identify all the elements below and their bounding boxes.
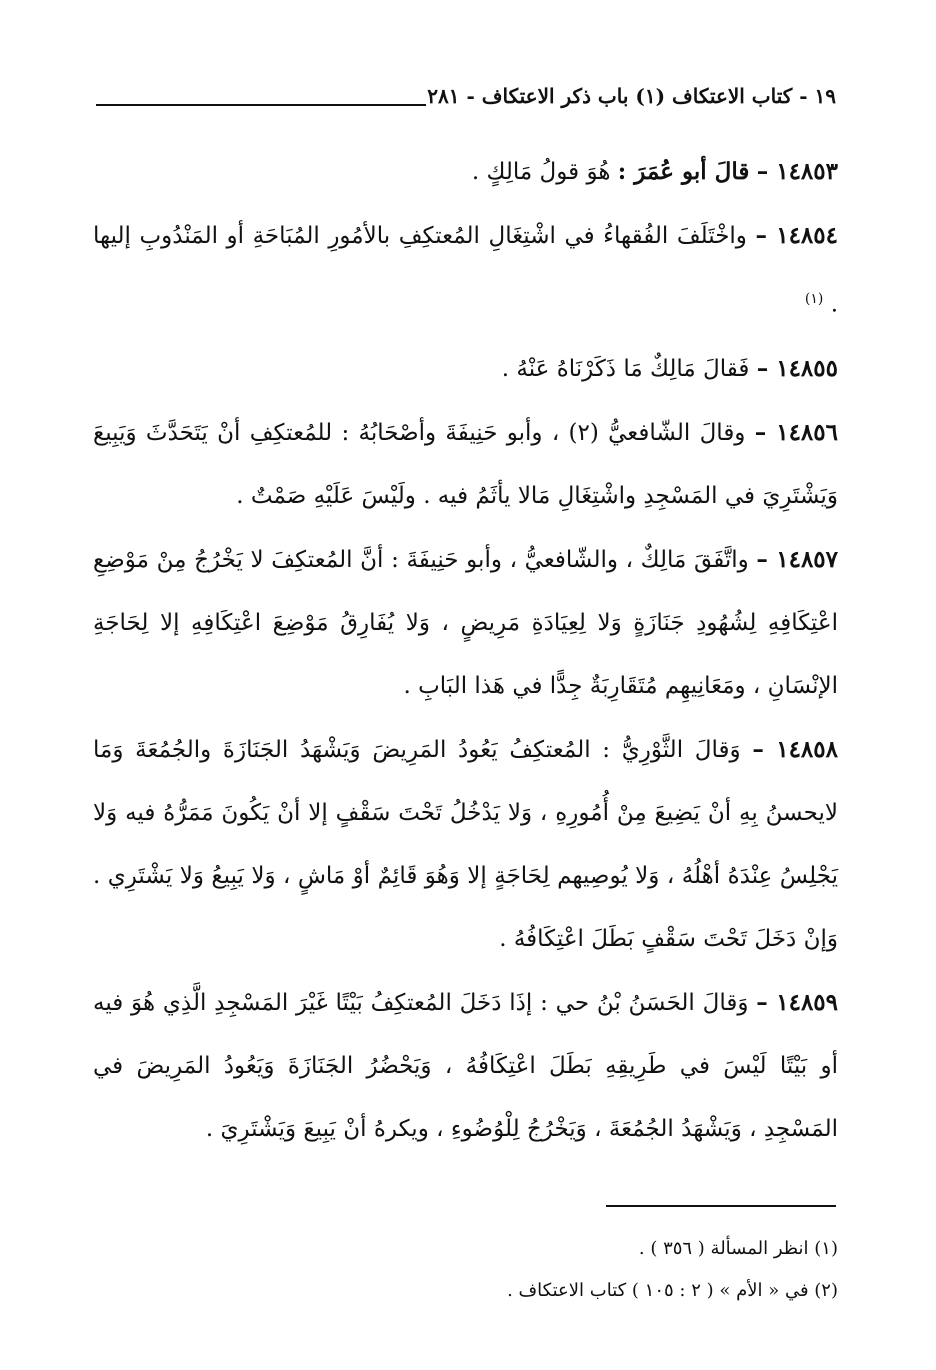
paragraph-14853 bbox=[93, 140, 838, 204]
paragraph-14854 bbox=[93, 204, 838, 337]
paragraph-14857 bbox=[93, 528, 838, 718]
paragraph-number: ١٤٨٥٥ – bbox=[756, 354, 838, 382]
paragraph-number: ١٤٨٥٦ – bbox=[754, 418, 838, 446]
footnotes bbox=[93, 1228, 838, 1312]
paragraph-text: هُوَ قولُ مَالِكٍ . bbox=[471, 159, 611, 185]
paragraph-text: فَقالَ مَالِكٌ مَا ذَكَرْنَاهُ عَنْهُ . bbox=[501, 355, 750, 382]
paragraph-number: ١٤٨٥٨ – bbox=[752, 735, 838, 763]
paragraph-text: وَقالَ الثَّوْرِيُّ : المُعتكِفُ يَعُودُ المَرِيضَ وَيَشْهَدُ الجَنَازَةَ والجُمُعَةَ وَمَا لايحسنُ بِهِ أنْ يَضِيعَ مِنْ أُمُورِهِ ، وَلا يَدْخُلُ تَحْتَ سَقْفٍ إلا أنْ يَكُونَ مَمَرُّهُ فيه وَلا يَجْلِسُ عِنْدَهُ أهْلُهُ ، وَلا يُوصِيهم لِحَاجَةٍ إلا وَهُوَ قَائِمٌ أوْ مَاشٍ ، وَلا يَبِيعُ وَلا يَشْتَرِي . وَإنْ دَخَلَ تَحْتَ سَقْفٍ بَطَلَ اعْتِكَافُهُ . bbox=[93, 736, 838, 952]
paragraph-text: واتَّفَقَ مَالِكٌ ، والشّافعيُّ ، وأبو حَنِيفَةَ : أنَّ المُعتكِفَ لا يَخْرُجُ مِنْ مَوْضِعِ اعْتِكَافِهِ لِشُهُودِ جَنَازَةٍ وَلا لِعِيَادَةِ مَرِيضٍ ، وَلا يُفَارِقُ مَوْضِعَ اعْتِكَافِهِ إلا لِحَاجَةِ الإنْسَانِ ، ومَعَانِيهِم مُتَقَارِبَةٌ جِدًّا في هَذا البَابِ . bbox=[93, 546, 838, 699]
footnote-2: (٢) في « الأم » ( ٢ : ١٠٥ ) كتاب الاعتكاف . bbox=[507, 1280, 838, 1301]
paragraph-14855 bbox=[93, 337, 838, 401]
body-text bbox=[93, 140, 838, 1161]
paragraph-number: ١٤٨٥٩ – bbox=[756, 988, 839, 1016]
paragraph-number: ١٤٨٥٣ – bbox=[756, 158, 838, 185]
footnote-1: (١) انظر المسألة ( ٣٥٦ ) . bbox=[638, 1238, 838, 1259]
paragraph-text: وَقالَ الحَسَنُ بْنُ حي : إذَا دَخَلَ المُعتكِفُ بَيْتًا غَيْرَ المَسْجِدِ الَّذِي هُوَ فيه أو بَيْتًا لَيْسَ في طَرِيقِهِ بَطَلَ اعْتِكَافُهُ ، وَيَحْضُرُ الجَنَازَةَ وَيَعُودُ المَرِيضَ في المَسْجِدِ ، وَيَشْهَدُ الجُمُعَةَ ، وَيَخْرُجُ لِلْوُضُوءِ ، ويكرهُ أنْ يَبِيعَ وَيَشْتَرِيَ . bbox=[93, 989, 838, 1142]
paragraph-lead: قالَ أبو عُمَرَ : bbox=[617, 158, 750, 185]
paragraph-text: وقالَ الشّافعيُّ (٢) ، وأبو حَنِيفَةَ وأصْحَابُهُ : للمُعتكِفِ أنْ يَتَحَدَّثَ وَيَبِيعَ وَيَشْتَرِيَ في المَسْجِدِ واشْتِغَالِ مَالا يأثَمُ فيه . ولَيْسَ عَلَيْهِ صَمْتٌ . bbox=[93, 419, 838, 509]
paragraph-number: ١٤٨٥٤ – bbox=[755, 222, 838, 249]
footnote-rule bbox=[606, 1205, 836, 1207]
paragraph-14856 bbox=[93, 401, 838, 528]
paragraph-text: واخْتَلَفَ الفُقهاءُ في اشْتِغَالِ المُعتكِفِ بالأمُورِ المُبَاحَةِ أو المَنْدُوبِ إليها . bbox=[93, 223, 838, 318]
paragraph-14858 bbox=[93, 718, 838, 971]
paragraph-14859 bbox=[93, 971, 838, 1161]
paragraph-number: ١٤٨٥٧ – bbox=[756, 545, 839, 573]
running-header-text: ١٩ - كتاب الاعتكاف (١) باب ذكر الاعتكاف - ٢٨١ bbox=[427, 84, 836, 108]
footnote-marker: (١) bbox=[804, 291, 824, 307]
header-rule bbox=[96, 104, 426, 106]
running-header bbox=[96, 78, 836, 122]
